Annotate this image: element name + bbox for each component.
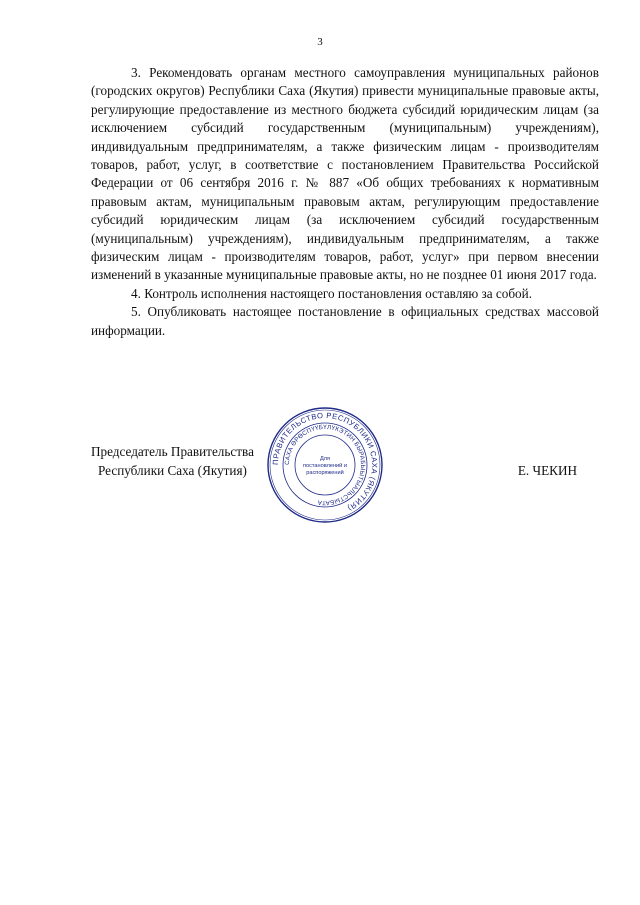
seal-center-line2: постановлений и (303, 463, 347, 469)
paragraph-5: 5. Опубликовать настоящее постановление в официальных средствах массовой информации. (91, 304, 599, 338)
seal-center-line3: распоряжений (306, 470, 344, 476)
document-body (91, 64, 599, 340)
seal-center-line1: Для (319, 456, 331, 462)
official-seal (266, 406, 384, 524)
signatory-title-line1: Председатель Правительства (91, 444, 254, 459)
page-number: 3 (317, 36, 323, 48)
seal-outer-text: ПРАВИТЕЛЬСТВО РЕСПУБЛИКИ САХА (ЯКУТИЯ) (270, 410, 380, 513)
paragraph-3: 3. Рекомендовать органам местного самоуправления муниципальных районов (городских округов) Республики Саха (Якутия) привести муниципальные правовые акты, регулирующие предоставление из местного бюджета субсидий юридическим лицам (за исключением субсидий государственным (муниципальным) учреждениям), индивидуальным предпринимателям, а также физическим лицам - производителям товаров, работ, услуг, в соответствие с постановлением Правительства Российской Федерации от 06 сентября 2016 г. № 887 «Об общих требованиях к нормативным правовым актам, муниципальным правовым актам, регулирующим предоставление субсидий юридическим лицам (за исключением субсидий государственным (муниципальным) учреждениям), индивидуальным предпринимателям, а также физическим лицам - производителям товаров, работ, услуг» при первом внесении изменений в указанные муниципальные правовые акты, но не позднее 01 июня 2017 года. (91, 65, 599, 283)
paragraph-4: 4. Контроль исполнения настоящего постановления оставляю за собой. (131, 285, 532, 301)
signatory-name: Е. ЧЕКИН (517, 463, 577, 478)
signatory-title-line2: Республики Саха (Якутия) (98, 463, 247, 478)
seal-inner-text: САХА ӨРӨСПҮҮБҮЛҮКЭТИН БЫРАБЫЫТЫАЛЬСТЫБАТА (283, 423, 367, 507)
official-seal-graphic (266, 406, 384, 524)
signatory-title (91, 442, 254, 480)
